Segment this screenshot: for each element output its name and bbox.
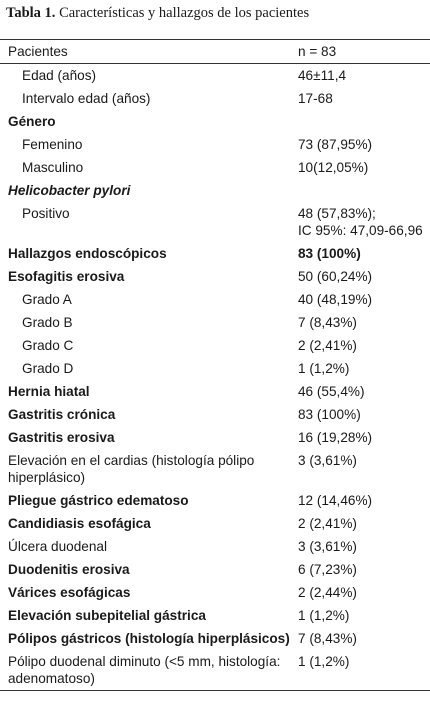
row-value: 16 (19,28%) <box>298 430 373 445</box>
row-value: 1 (1,2%) <box>298 654 350 669</box>
row-value: 6 (7,23%) <box>298 562 357 577</box>
row-value: 2 (2,44%) <box>298 585 357 600</box>
row-value-ci: IC 95%: 47,09-66,96 <box>298 223 423 238</box>
caption-text: Características y hallazgos de los pacientes <box>59 5 310 21</box>
table-row-elevacion-subepitelial <box>0 604 430 627</box>
row-label: Esofagitis erosiva <box>8 269 125 284</box>
table-row-polipos-gastricos <box>0 627 430 650</box>
row-value: n = 83 <box>298 44 337 59</box>
table-row-grado-c <box>0 334 430 357</box>
row-label: Pliegue gástrico edematoso <box>8 493 189 508</box>
table-row-pacientes <box>0 40 430 64</box>
row-label: Femenino <box>22 137 83 152</box>
row-label: Grado B <box>22 315 73 330</box>
row-value: 83 (100%) <box>298 407 361 422</box>
row-label: Pólipo duodenal diminuto (<5 mm, histología: <box>8 654 281 669</box>
row-value: 50 (60,24%) <box>298 269 373 284</box>
row-value: 1 (1,2%) <box>298 361 350 376</box>
table-row-duodenitis <box>0 558 430 581</box>
row-label: Duodenitis erosiva <box>8 562 130 577</box>
row-value: 46±11,4 <box>298 68 347 83</box>
table-row-polipo-duodenal <box>0 650 430 690</box>
row-label: Candidiasis esofágica <box>8 516 151 531</box>
row-value: 3 (3,61%) <box>298 539 357 554</box>
row-value: 83 (100%) <box>298 246 361 261</box>
table-row-gastritis-erosiva <box>0 426 430 449</box>
row-value: 40 (48,19%) <box>298 292 373 307</box>
row-label: Masculino <box>22 160 84 175</box>
row-value: 7 (8,43%) <box>298 315 357 330</box>
row-label: Hallazgos endoscópicos <box>8 246 167 261</box>
table-row-edad <box>0 64 430 87</box>
row-label: Elevación en el cardias (histología pólipo <box>8 453 255 468</box>
row-label-cont: adenomatoso) <box>8 671 95 686</box>
row-label: Positivo <box>22 206 70 221</box>
table-caption <box>6 4 309 22</box>
row-label: Gastritis crónica <box>8 407 116 422</box>
row-label: Grado A <box>22 292 72 307</box>
row-value: 73 (87,95%) <box>298 137 373 152</box>
table-row-gastritis-cronica <box>0 403 430 426</box>
row-value: 12 (14,46%) <box>298 493 373 508</box>
row-label: Hernia hiatal <box>8 384 90 399</box>
table-row-grado-a <box>0 288 430 311</box>
row-label-cont: hiperplásico) <box>8 470 86 485</box>
table-row-pliegue-gastrico <box>0 489 430 512</box>
table-row-intervalo-edad <box>0 87 430 110</box>
table-row-masculino <box>0 156 430 179</box>
row-label: Grado D <box>22 361 74 376</box>
row-value: 7 (8,43%) <box>298 631 357 646</box>
table-row-ulcera-duodenal <box>0 535 430 558</box>
row-label: Edad (años) <box>22 68 97 83</box>
table-row-grado-b <box>0 311 430 334</box>
table-row-candidiasis <box>0 512 430 535</box>
row-label: Úlcera duodenal <box>8 539 107 554</box>
table-row-elevacion-cardias <box>0 449 430 489</box>
row-label: Grado C <box>22 338 74 353</box>
table-row-hernia-hiatal <box>0 380 430 403</box>
table-row-varices <box>0 581 430 604</box>
row-label-group <box>0 653 298 687</box>
row-value: 2 (2,41%) <box>298 516 357 531</box>
row-value: 2 (2,41%) <box>298 338 357 353</box>
table-row-hallazgos <box>0 242 430 265</box>
row-value: 46 (55,4%) <box>298 384 365 399</box>
row-label: Elevación subepitelial gástrica <box>8 608 206 623</box>
table-row-genero <box>0 110 430 133</box>
row-label: Intervalo edad (años) <box>22 91 151 106</box>
table-row-esofagitis-erosiva <box>0 265 430 288</box>
row-label: Pólipos gástricos (histología hiperplásicos) <box>8 631 290 646</box>
table-row-grado-d <box>0 357 430 380</box>
row-label: Helicobacter pylori <box>8 183 131 198</box>
row-label-group <box>0 452 298 486</box>
row-label: Género <box>8 114 56 129</box>
row-value: 48 (57,83%); <box>298 206 376 221</box>
row-value: 17-68 <box>298 91 333 106</box>
row-value-group <box>298 205 430 239</box>
table-row-femenino <box>0 133 430 156</box>
row-label: Várices esofágicas <box>8 585 131 600</box>
row-value: 3 (3,61%) <box>298 453 357 468</box>
patient-characteristics-table <box>0 39 430 691</box>
row-label: Pacientes <box>8 44 68 59</box>
table-row-positivo <box>0 202 430 242</box>
row-value: 10(12,05%) <box>298 160 369 175</box>
caption-label: Tabla 1. <box>6 5 56 21</box>
row-value: 1 (1,2%) <box>298 608 350 623</box>
row-label: Gastritis erosiva <box>8 430 115 445</box>
table-row-helicobacter <box>0 179 430 202</box>
